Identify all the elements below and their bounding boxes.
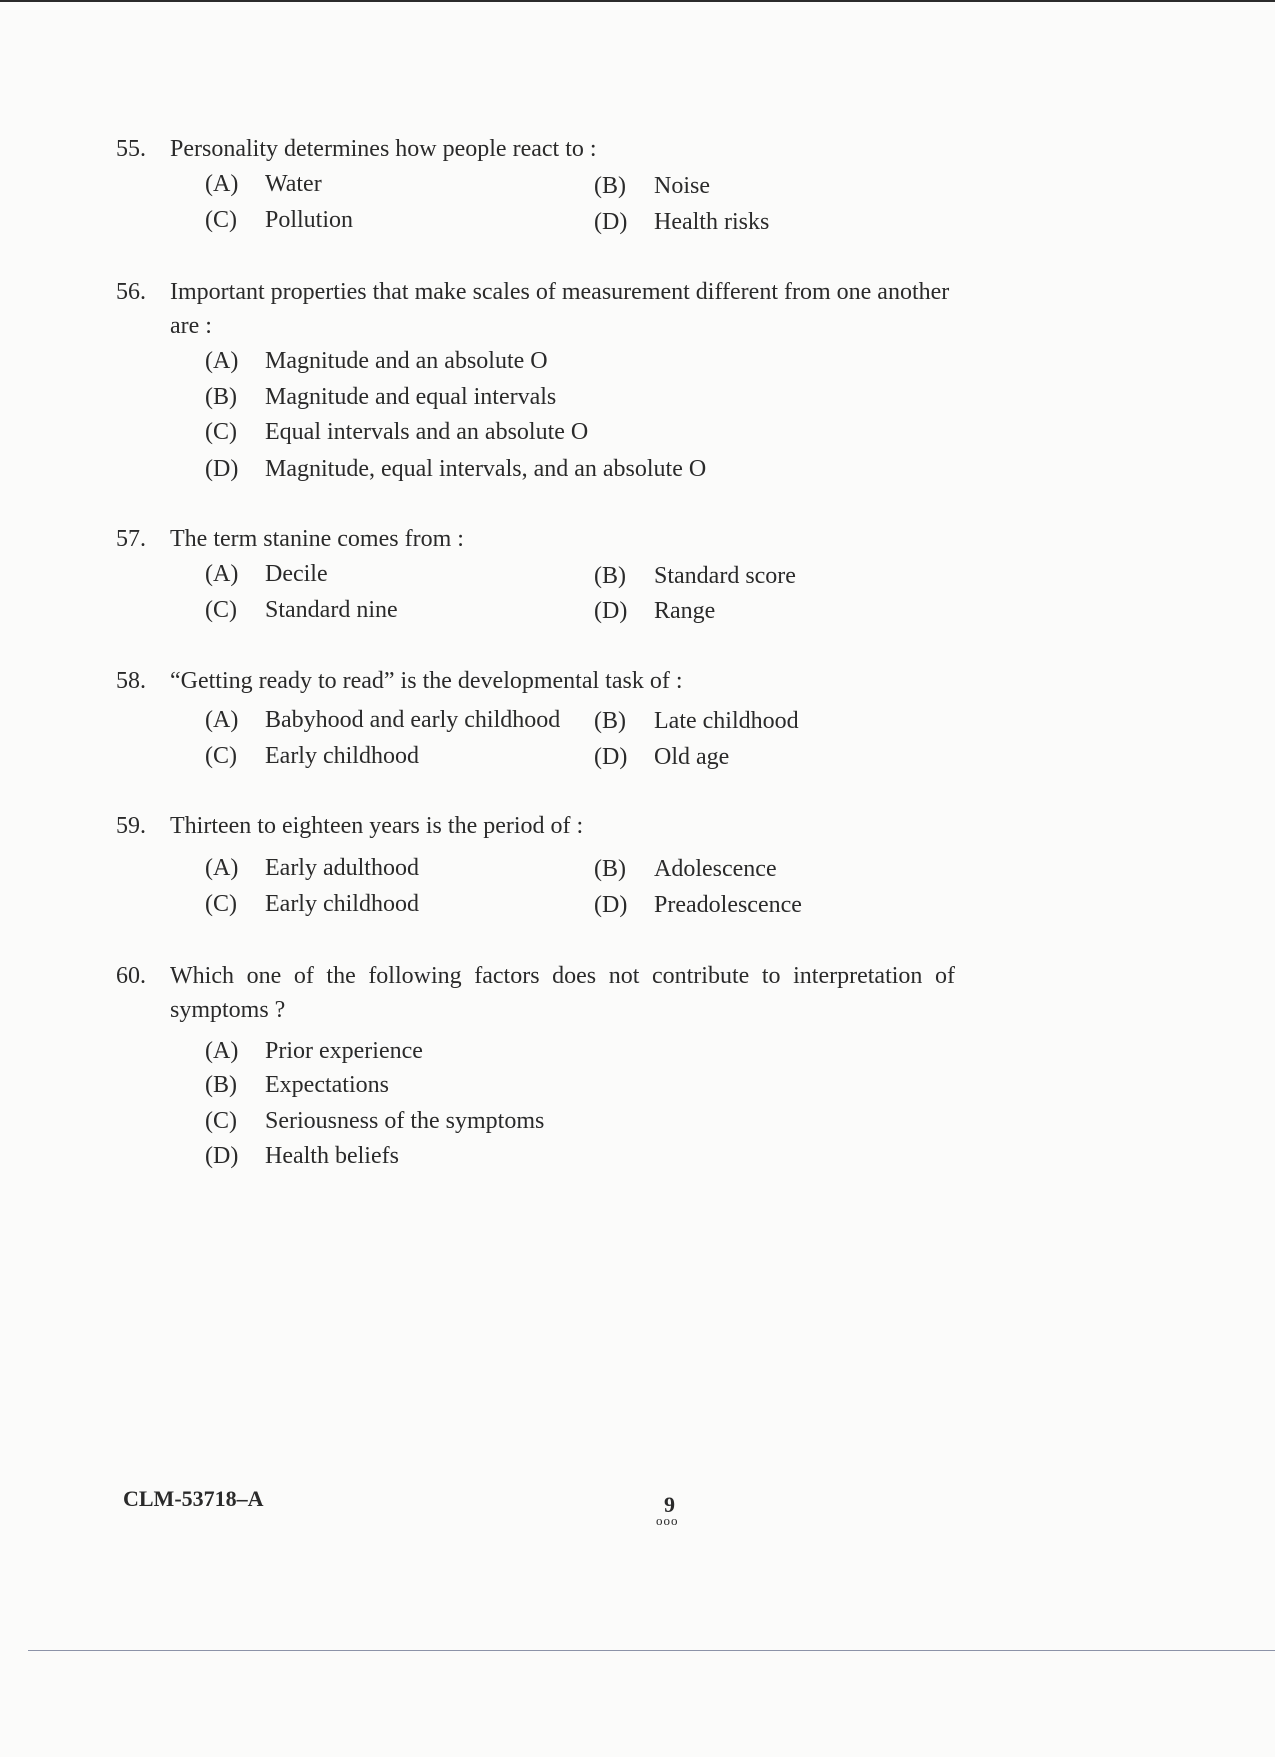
page-end-marks: ooo (656, 1513, 679, 1528)
option-text: Equal intervals and an absolute O (265, 419, 589, 445)
question-number: 57. (116, 526, 146, 552)
option-letter: (A) (205, 707, 239, 733)
option-letter: (A) (205, 348, 239, 374)
question-text: Which one of the following factors does not contribute to interpretation of symptoms ? (170, 963, 955, 1023)
option-letter: (D) (594, 598, 628, 624)
option-text: Magnitude and equal intervals (265, 384, 557, 410)
option-text: Water (265, 171, 322, 197)
question-number: 60. (116, 963, 146, 989)
option-letter: (B) (205, 384, 237, 410)
option-letter: (A) (205, 171, 239, 197)
option-text: Standard nine (265, 597, 398, 623)
option-text: Magnitude, equal intervals, and an absolute O (265, 456, 707, 482)
option-text: Decile (265, 561, 328, 587)
option-text: Expectations (265, 1072, 389, 1098)
option-text: Babyhood and early childhood (265, 707, 561, 733)
option-text: Standard score (654, 563, 796, 589)
option-letter: (B) (594, 563, 626, 589)
option-letter: (A) (205, 1038, 239, 1064)
option-text: Magnitude and an absolute O (265, 348, 548, 374)
option-letter: (D) (205, 1143, 239, 1169)
option-text: Pollution (265, 207, 354, 233)
option-text: Old age (654, 744, 730, 770)
question-number: 58. (116, 668, 146, 694)
question-number: 55. (116, 136, 146, 162)
option-text: Late childhood (654, 708, 799, 734)
option-letter: (C) (205, 597, 237, 623)
option-letter: (B) (594, 708, 626, 734)
question-text: “Getting ready to read” is the developmental task of : (170, 668, 683, 694)
option-letter: (B) (594, 173, 626, 199)
option-letter: (B) (205, 1072, 237, 1098)
option-letter: (A) (205, 855, 239, 881)
option-letter: (C) (205, 207, 237, 233)
option-text: Prior experience (265, 1038, 423, 1064)
bottom-rule (28, 1650, 1275, 1651)
question-text: Personality determines how people react to : (170, 136, 597, 162)
option-text: Preadolescence (654, 892, 802, 918)
option-text: Health risks (654, 209, 770, 235)
question-text: The term stanine comes from : (170, 526, 464, 552)
option-text: Adolescence (654, 856, 777, 882)
question-number: 56. (116, 279, 146, 305)
top-rule (0, 0, 1275, 2)
option-text: Early childhood (265, 743, 419, 769)
question-text: Thirteen to eighteen years is the period of : (170, 813, 584, 839)
paper-code: CLM-53718–A (123, 1486, 264, 1511)
option-letter: (C) (205, 891, 237, 917)
option-letter: (A) (205, 561, 239, 587)
option-text: Seriousness of the symptoms (265, 1108, 545, 1134)
option-letter: (C) (205, 743, 237, 769)
page-number: 9 (664, 1492, 675, 1517)
option-letter: (D) (594, 744, 628, 770)
option-letter: (C) (205, 1108, 237, 1134)
option-text: Early childhood (265, 891, 419, 917)
option-text: Noise (654, 173, 710, 199)
option-letter: (D) (594, 209, 628, 235)
option-letter: (B) (594, 856, 626, 882)
question-text: Important properties that make scales of measurement different from one another are : (170, 279, 950, 339)
option-letter: (C) (205, 419, 237, 445)
option-text: Range (654, 598, 716, 624)
question-number: 59. (116, 813, 146, 839)
option-letter: (D) (205, 456, 239, 482)
option-text: Early adulthood (265, 855, 419, 881)
option-letter: (D) (594, 892, 628, 918)
option-text: Health beliefs (265, 1143, 399, 1169)
